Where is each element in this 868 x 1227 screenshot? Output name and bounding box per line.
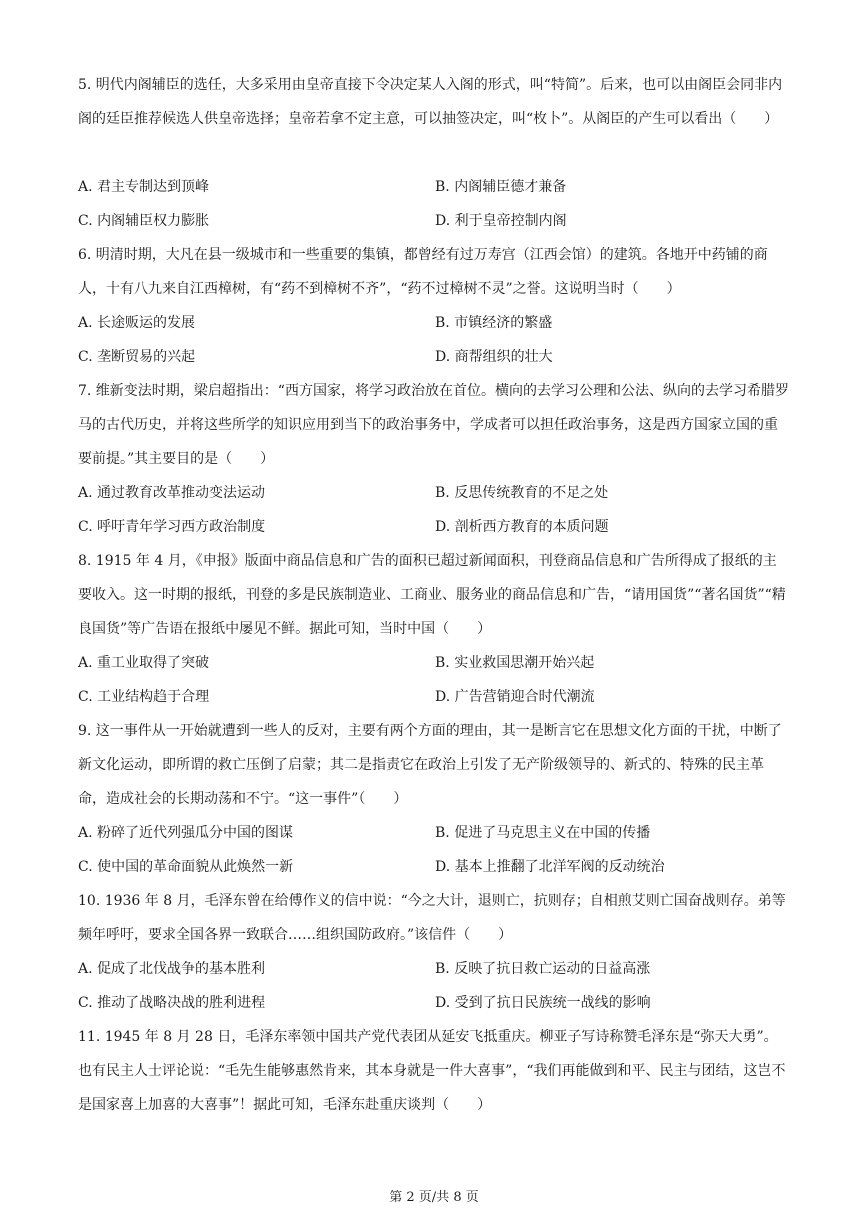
q9-option-a[interactable]: A. 粉碎了近代列强瓜分中国的图谋 (78, 825, 294, 841)
question-11-stem: 11. 1945 年 8 月 28 日，毛泽东率领中国共产党代表团从延安飞抵重庆。柳亚子写诗称赞毛泽东是“弥天大勇”。也有民主人士评论说：“毛先生能够惠然肯来，其本身就是一件大喜事”，“我们再能做到和平、民主与团结，这岂不是国家喜上加喜的大喜事”！据此可知，毛泽东赴重庆谈判（ ） (78, 1029, 786, 1113)
question-6-options-row-1 (78, 306, 790, 340)
question-8-options-row-1 (78, 646, 790, 680)
question-10-options-row-1 (78, 952, 790, 986)
q5-option-b[interactable]: B. 内阁辅臣德才兼备 (435, 179, 567, 195)
question-8-options-row-2 (78, 680, 790, 714)
q9-option-d[interactable]: D. 基本上推翻了北洋军阀的反动统治 (435, 859, 665, 875)
question-5-options-row-2 (78, 204, 790, 238)
q6-option-b[interactable]: B. 市镇经济的繁盛 (435, 315, 553, 331)
page-number: 第 2 页/共 8 页 (389, 1190, 479, 1205)
question-6-options-row-2 (78, 340, 790, 374)
q8-option-d[interactable]: D. 广告营销迎合时代潮流 (435, 689, 595, 705)
q6-option-a[interactable]: A. 长途贩运的发展 (78, 315, 196, 331)
question-7-options-row-2 (78, 510, 790, 544)
q6-option-d[interactable]: D. 商帮组织的壮大 (435, 349, 553, 365)
question-5-options-row-1 (78, 170, 790, 204)
question-10-options-row-2 (78, 986, 790, 1020)
question-8-stem: 8. 1915 年 4 月，《申报》版面中商品信息和广告的面积已超过新闻面积，刊登商品信息和广告所得成了报纸的主要收入。这一时期的报纸，刊登的多是民族制造业、工商业、服务业的商品信息和广告，“请用国货”“著名国货”“精良国货”等广告语在报纸中屡见不鲜。据此可知，当时中国（ ） (78, 553, 786, 637)
q10-option-a[interactable]: A. 促成了北伐战争的基本胜利 (78, 961, 266, 977)
q7-option-a[interactable]: A. 通过教育改革推动变法运动 (78, 485, 266, 501)
q8-option-a[interactable]: A. 重工业取得了突破 (78, 655, 210, 671)
q6-option-c[interactable]: C. 垄断贸易的兴起 (78, 349, 196, 365)
q7-option-c[interactable]: C. 呼吁青年学习西方政治制度 (78, 519, 266, 535)
question-10-stem: 10. 1936 年 8 月，毛泽东曾在给傅作义的信中说：“今之大计，退则亡，抗则存；自相煎艾则亡国奋战则存。弟等频年呼吁，要求全国各界一致联合……组织国防政府。”该信件（ ） (78, 893, 786, 943)
question-7-options-row-1 (78, 476, 790, 510)
question-6-stem: 6. 明清时期，大凡在县一级城市和一些重要的集镇，都曾经有过万寿宫（江西会馆）的建筑。各地开中药铺的商人，十有八九来自江西樟树，有“药不到樟树不齐”，“药不过樟树不灵”之誉。这说明当时（ ） (78, 247, 768, 297)
q5-option-c[interactable]: C. 内阁辅臣权力膨胀 (78, 213, 210, 229)
q8-option-c[interactable]: C. 工业结构趋于合理 (78, 689, 210, 705)
q8-option-b[interactable]: B. 实业救国思潮开始兴起 (435, 655, 595, 671)
q10-option-b[interactable]: B. 反映了抗日救亡运动的日益高涨 (435, 961, 651, 977)
q5-option-a[interactable]: A. 君主专制达到顶峰 (78, 179, 210, 195)
q10-option-c[interactable]: C. 推动了战略决战的胜利进程 (78, 995, 266, 1011)
q7-option-d[interactable]: D. 剖析西方教育的本质问题 (435, 519, 609, 535)
q7-option-b[interactable]: B. 反思传统教育的不足之处 (435, 485, 609, 501)
q9-option-b[interactable]: B. 促进了马克思主义在中国的传播 (435, 825, 651, 841)
question-5-stem: 5. 明代内阁辅臣的选任，大多采用由皇帝直接下令决定某人入阁的形式，叫“特简”。后来，也可以由阁臣会同非内阁的廷臣推荐候选人供皇帝选择；皇帝若拿不定主意，可以抽签决定，叫“枚卜”。从阁臣的产生可以看出（ ） (78, 77, 783, 127)
question-9-stem: 9. 这一事件从一开始就遭到一些人的反对，主要有两个方面的理由，其一是断言它在思想文化方面的干扰，中断了新文化运动，即所谓的救亡压倒了启蒙；其二是指责它在政治上引发了无产阶级领导的、新式的、特殊的民主革命，造成社会的长期动荡和不宁。“这一事件”（ ） (78, 723, 782, 807)
q9-option-c[interactable]: C. 使中国的革命面貌从此焕然一新 (78, 859, 294, 875)
question-9-options-row-1 (78, 816, 790, 850)
question-9-options-row-2 (78, 850, 790, 884)
q5-option-d[interactable]: D. 利于皇帝控制内阁 (435, 213, 567, 229)
question-7-stem: 7. 维新变法时期，梁启超指出：“西方国家，将学习政治放在首位。横向的去学习公理和公法、纵向的去学习希腊罗马的古代历史，并将这些所学的知识应用到当下的政治事务中，学成者可以担任政治事务，这是西方国家立国的重要前提。”其主要目的是（ ） (78, 383, 789, 467)
q10-option-d[interactable]: D. 受到了抗日民族统一战线的影响 (435, 995, 651, 1011)
